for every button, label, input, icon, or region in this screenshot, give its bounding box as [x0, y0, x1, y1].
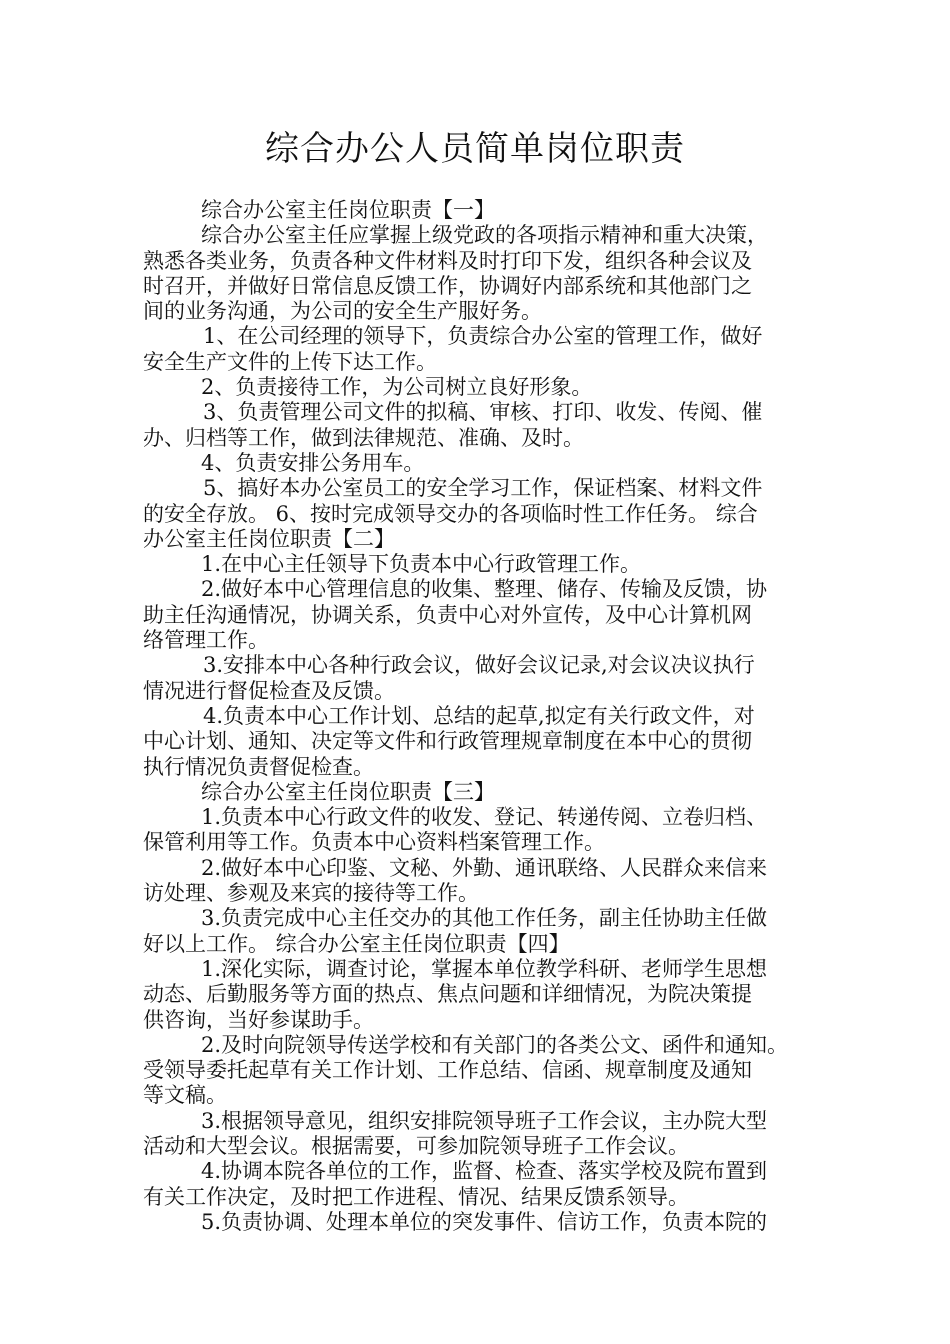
text-line: 4.负责本中心工作计划、总结的起草,拟定有关行政文件，对: [203, 703, 755, 728]
text-line: 供咨询，当好参谋助手。: [143, 1007, 374, 1032]
text-line: 络管理工作。: [143, 628, 269, 653]
text-line: 3.负责完成中心主任交办的其他工作任务，副主任协助主任做: [201, 906, 768, 931]
text-line: 助主任沟通情况，协调关系，负责中心对外宣传，及中心计算机网: [143, 602, 752, 627]
text-line: 1.深化实际，调查讨论，掌握本单位教学科研、老师学生思想: [201, 956, 768, 981]
text-line: 2.及时向院领导传送学校和有关部门的各类公文、函件和通知。: [201, 1032, 789, 1057]
text-line: 3、负责管理公司文件的拟稿、审核、打印、收发、传阅、催: [203, 400, 763, 425]
text-line: 2.做好本中心印鉴、文秘、外勤、通讯联络、人民群众来信来: [201, 855, 768, 880]
text-line: 有关工作决定，及时把工作进程、情况、结果反馈系领导。: [143, 1184, 689, 1209]
text-line: 执行情况负责督促检查。: [143, 754, 374, 779]
document-body: [143, 198, 823, 1235]
text-line: 3.根据领导意见，组织安排院领导班子工作会议，主办院大型: [201, 1108, 768, 1133]
text-line: 4.协调本院各单位的工作，监督、检查、落实学校及院布置到: [201, 1159, 768, 1184]
text-line: 综合办公室主任岗位职责【三】: [201, 779, 495, 804]
text-line: 访处理、参观及来宾的接待等工作。: [143, 881, 479, 906]
text-line: 1.在中心主任领导下负责本中心行政管理工作。: [201, 552, 642, 577]
text-line: 综合办公室主任岗位职责【一】: [201, 198, 495, 222]
text-line: 熟悉各类业务，负责各种文件材料及时打印下发，组织各种会议及: [143, 248, 752, 273]
text-line: 办公室主任岗位职责【二】: [143, 526, 395, 551]
document-title: 综合办公人员简单岗位职责: [265, 129, 685, 169]
text-line: 1.负责本中心行政文件的收发、登记、转递传阅、立卷归档、: [201, 805, 768, 830]
text-line: 情况进行督促检查及反馈。: [143, 678, 395, 703]
text-line: 受领导委托起草有关工作计划、工作总结、信函、规章制度及通知: [143, 1058, 752, 1083]
text-line: 3.安排本中心各种行政会议，做好会议记录,对会议决议执行: [203, 653, 755, 678]
text-line: 2、负责接待工作，为公司树立良好形象。: [201, 375, 593, 400]
text-line: 好以上工作。 综合办公室主任岗位职责【四】: [143, 931, 570, 956]
text-line: 办、归档等工作，做到法律规范、准确、及时。: [143, 425, 584, 450]
text-line: 2.做好本中心管理信息的收集、整理、储存、传输及反馈，协: [201, 577, 768, 602]
text-line: 1、在公司经理的领导下，负责综合办公室的管理工作，做好: [203, 324, 763, 349]
text-line: 动态、后勤服务等方面的热点、焦点问题和详细情况，为院决策提: [143, 982, 752, 1007]
text-line: 5、搞好本办公室员工的安全学习工作，保证档案、材料文件: [203, 476, 763, 501]
text-line: 安全生产文件的上传下达工作。: [143, 349, 437, 374]
text-line: 等文稿。: [143, 1083, 227, 1108]
text-line: 4、负责安排公务用车。: [201, 450, 425, 475]
text-line: 中心计划、通知、决定等文件和行政管理规章制度在本中心的贯彻: [143, 729, 752, 754]
text-line: 的安全存放。 6、按时完成领导交办的各项临时性工作任务。 综合: [143, 501, 758, 526]
text-line: 时召开，并做好日常信息反馈工作，协调好内部系统和其他部门之: [143, 273, 752, 298]
text-line: 综合办公室主任应掌握上级党政的各项指示精神和重大决策，: [201, 223, 768, 248]
text-line: 5.负责协调、处理本单位的突发事件、信访工作，负责本院的: [201, 1209, 768, 1234]
text-line: 活动和大型会议。根据需要，可参加院领导班子工作会议。: [143, 1133, 689, 1158]
text-line: 间的业务沟通，为公司的安全生产服好务。: [143, 299, 542, 324]
text-line: 保管利用等工作。负责本中心资料档案管理工作。: [143, 830, 605, 855]
